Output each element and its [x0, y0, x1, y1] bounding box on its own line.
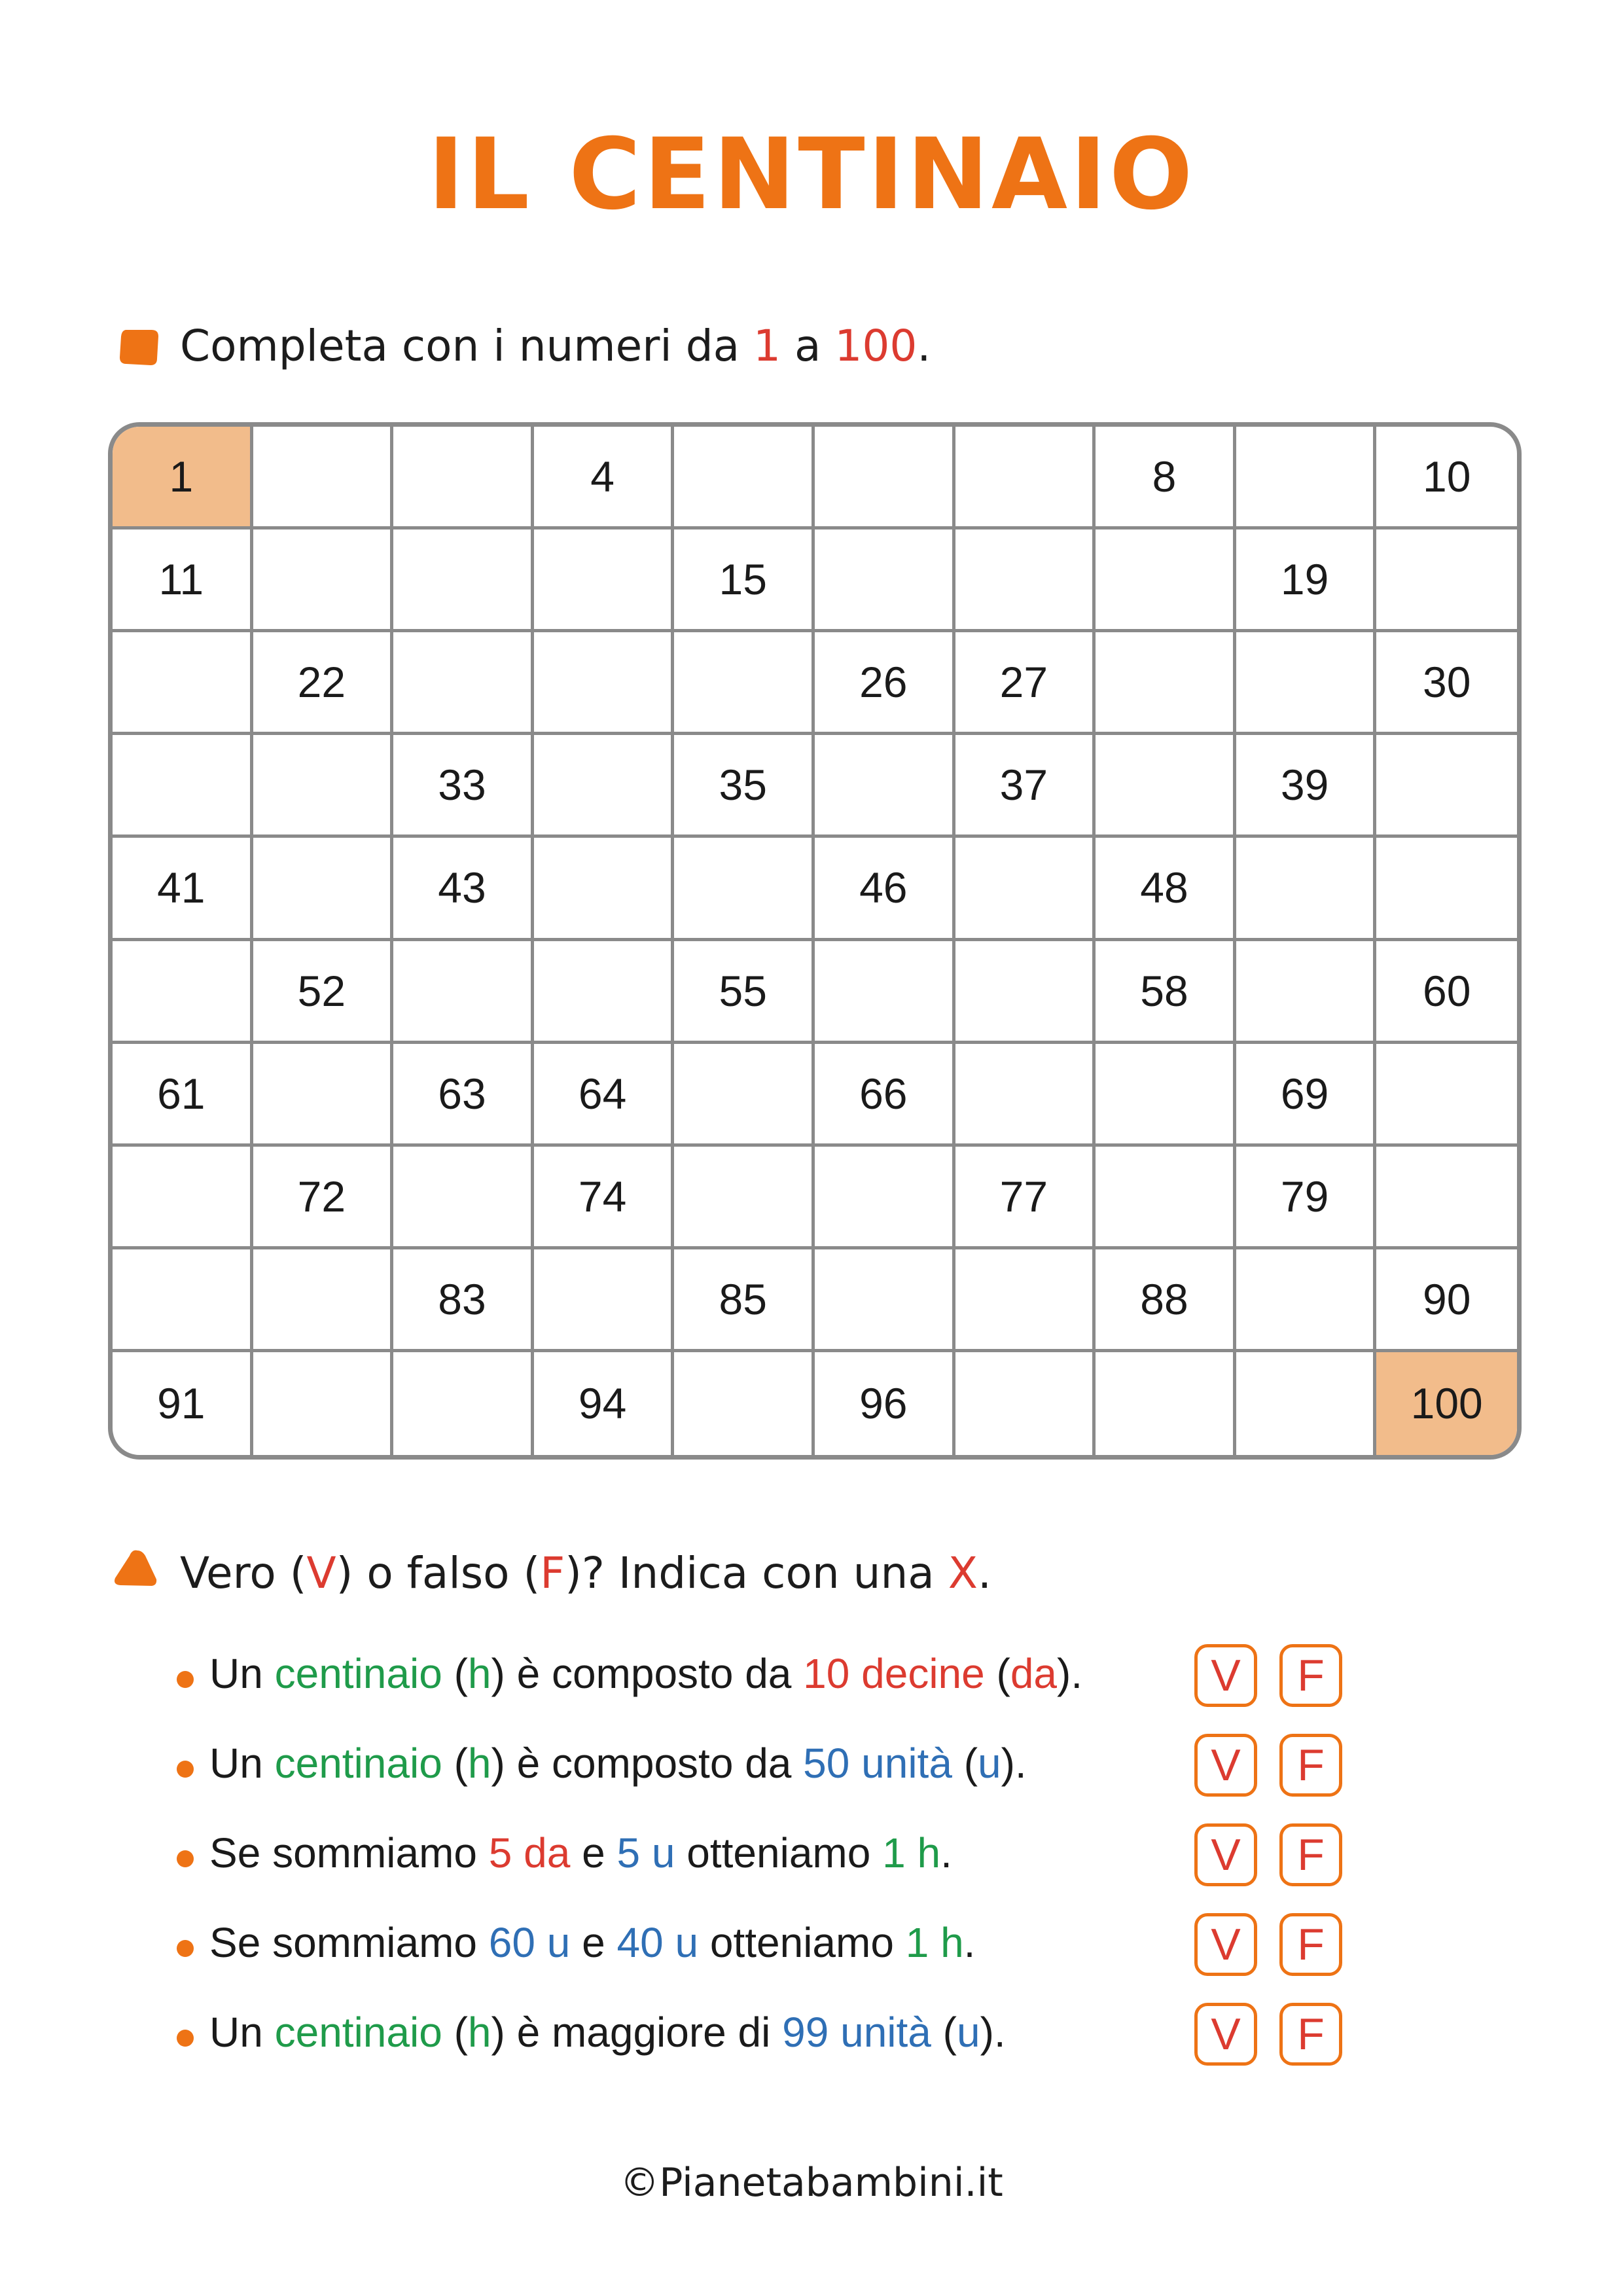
statement-fragment: (: [442, 1740, 468, 1787]
grid-cell-number: 72: [253, 1147, 394, 1249]
grid-cell-number: 33: [393, 735, 534, 838]
grid-cell-empty[interactable]: [534, 529, 675, 632]
grid-cell-empty[interactable]: [955, 838, 1096, 941]
grid-cell-empty[interactable]: [815, 1147, 955, 1249]
grid-cell-number: 91: [113, 1352, 253, 1455]
statement-fragment: centinaio: [274, 2009, 442, 2056]
grid-cell-empty[interactable]: [534, 941, 675, 1044]
grid-cell-number: 26: [815, 632, 955, 735]
grid-cell-empty[interactable]: [1236, 427, 1377, 529]
grid-cell-empty[interactable]: [1236, 838, 1377, 941]
statement-fragment: Un: [209, 2009, 275, 2056]
statement-row: [177, 1829, 1486, 1918]
grid-cell-empty[interactable]: [1376, 529, 1517, 632]
statement-fragment: ).: [1057, 1650, 1083, 1697]
grid-cell-empty[interactable]: [1376, 1044, 1517, 1147]
statement-text: [209, 2008, 1006, 2056]
statement-fragment: ).: [1001, 1740, 1027, 1787]
grid-cell-empty[interactable]: [253, 838, 394, 941]
statement-row: [177, 1649, 1486, 1739]
statement-fragment: Un: [209, 1650, 275, 1697]
copyright-footer: ©Pianetabambini.it: [620, 2160, 1003, 2206]
grid-cell-empty[interactable]: [253, 735, 394, 838]
grid-cell-empty[interactable]: [253, 529, 394, 632]
true-checkbox[interactable]: V: [1194, 1823, 1257, 1886]
grid-cell-empty[interactable]: [113, 632, 253, 735]
exercise-1-instruction: Completa con i numeri da 1 a 100.: [180, 321, 931, 371]
grid-cell-empty[interactable]: [253, 1044, 394, 1147]
grid-cell-number: 39: [1236, 735, 1377, 838]
grid-cell-empty[interactable]: [1236, 632, 1377, 735]
grid-cell-number: 96: [815, 1352, 955, 1455]
grid-cell-empty[interactable]: [955, 427, 1096, 529]
grid-cell-empty[interactable]: [393, 632, 534, 735]
grid-cell-empty[interactable]: [1376, 838, 1517, 941]
grid-cell-empty[interactable]: [113, 1249, 253, 1352]
statement-fragment: u: [956, 2009, 980, 2056]
grid-cell-empty[interactable]: [113, 735, 253, 838]
grid-cell-empty[interactable]: [815, 427, 955, 529]
statement-fragment: otteniamo: [698, 1919, 906, 1966]
statement-fragment: h: [467, 1740, 491, 1787]
grid-cell-empty[interactable]: [113, 1147, 253, 1249]
grid-cell-number: 37: [955, 735, 1096, 838]
grid-cell-number: 27: [955, 632, 1096, 735]
statement-fragment: h: [467, 2009, 491, 2056]
grid-cell-empty[interactable]: [253, 427, 394, 529]
grid-cell-empty[interactable]: [815, 941, 955, 1044]
true-false-statements: [177, 1649, 1486, 2098]
grid-cell-empty[interactable]: [955, 1352, 1096, 1455]
statement-fragment: da: [1010, 1650, 1057, 1697]
statement-fragment: ) è composto da: [491, 1650, 804, 1697]
grid-cell-empty[interactable]: [253, 1352, 394, 1455]
grid-cell-number: 52: [253, 941, 394, 1044]
grid-cell-number: 46: [815, 838, 955, 941]
grid-cell-empty[interactable]: [393, 1147, 534, 1249]
false-checkbox[interactable]: F: [1279, 1644, 1342, 1707]
grid-cell-empty[interactable]: [534, 838, 675, 941]
grid-cell-number: 90: [1376, 1249, 1517, 1352]
grid-cell-empty[interactable]: [674, 632, 815, 735]
grid-cell-number: 100: [1376, 1352, 1517, 1455]
grid-cell-empty[interactable]: [955, 941, 1096, 1044]
false-checkbox[interactable]: F: [1279, 2003, 1342, 2066]
statement-fragment: ).: [980, 2009, 1006, 2056]
grid-cell-empty[interactable]: [1096, 1044, 1236, 1147]
grid-cell-empty[interactable]: [674, 1044, 815, 1147]
grid-cell-empty[interactable]: [1236, 1249, 1377, 1352]
grid-cell-empty[interactable]: [815, 735, 955, 838]
grid-cell-number: 94: [534, 1352, 675, 1455]
statement-fragment: Un: [209, 1740, 275, 1787]
bullet-dot-icon: [177, 2030, 194, 2047]
grid-cell-number: 4: [534, 427, 675, 529]
grid-cell-number: 66: [815, 1044, 955, 1147]
grid-cell-empty[interactable]: [815, 1249, 955, 1352]
grid-cell-empty[interactable]: [534, 632, 675, 735]
statement-fragment: 10 decine: [803, 1650, 985, 1697]
grid-cell-empty[interactable]: [1376, 1147, 1517, 1249]
statement-fragment: (: [952, 1740, 978, 1787]
grid-cell-number: 10: [1376, 427, 1517, 529]
statement-fragment: .: [963, 1919, 976, 1966]
exercise-2-instruction: Vero (V) o falso (F)? Indica con una X.: [180, 1548, 991, 1598]
page-title: IL CENTINAIO: [427, 118, 1196, 232]
statement-fragment: h: [467, 1650, 491, 1697]
grid-cell-number: 69: [1236, 1044, 1377, 1147]
orange-triangle-blob-icon: [111, 1548, 158, 1588]
grid-cell-empty[interactable]: [955, 1044, 1096, 1147]
true-checkbox[interactable]: V: [1194, 1644, 1257, 1707]
grid-cell-number: 63: [393, 1044, 534, 1147]
grid-cell-empty[interactable]: [815, 529, 955, 632]
false-checkbox[interactable]: F: [1279, 1734, 1342, 1797]
statement-fragment: (: [442, 1650, 468, 1697]
statement-fragment: centinaio: [274, 1650, 442, 1697]
grid-cell-number: 15: [674, 529, 815, 632]
grid-cell-empty[interactable]: [534, 1249, 675, 1352]
grid-cell-empty[interactable]: [674, 1147, 815, 1249]
statement-text: [209, 1829, 952, 1877]
grid-cell-empty[interactable]: [393, 941, 534, 1044]
grid-cell-empty[interactable]: [1376, 735, 1517, 838]
grid-cell-empty[interactable]: [1096, 1147, 1236, 1249]
bullet-dot-icon: [177, 1940, 194, 1957]
grid-cell-empty[interactable]: [1096, 529, 1236, 632]
statement-text: [209, 1739, 1027, 1787]
grid-cell-number: 19: [1236, 529, 1377, 632]
statement-fragment: ) è maggiore di: [491, 2009, 783, 2056]
statement-text: [209, 1918, 975, 1967]
statement-row: [177, 1918, 1486, 2008]
grid-cell-empty[interactable]: [674, 838, 815, 941]
statement-fragment: 5 da: [488, 1829, 571, 1876]
grid-cell-empty[interactable]: [1236, 941, 1377, 1044]
statement-fragment: Se sommiamo: [209, 1919, 489, 1966]
grid-cell-number: 41: [113, 838, 253, 941]
statement-fragment: 1 h: [882, 1829, 941, 1876]
statement-fragment: (: [442, 2009, 468, 2056]
bullet-dot-icon: [177, 1671, 194, 1688]
grid-cell-number: 74: [534, 1147, 675, 1249]
hundred-grid: [108, 422, 1522, 1460]
statement-fragment: u: [978, 1740, 1001, 1787]
grid-cell-empty[interactable]: [253, 1249, 394, 1352]
statement-text: [209, 1649, 1082, 1698]
orange-square-blob-icon: [118, 327, 160, 367]
grid-cell-number: 85: [674, 1249, 815, 1352]
grid-cell-number: 58: [1096, 941, 1236, 1044]
statement-fragment: 60 u: [488, 1919, 571, 1966]
grid-cell-number: 48: [1096, 838, 1236, 941]
grid-cell-number: 64: [534, 1044, 675, 1147]
grid-cell-empty[interactable]: [674, 427, 815, 529]
true-checkbox[interactable]: V: [1194, 1913, 1257, 1976]
statement-fragment: ) è composto da: [491, 1740, 804, 1787]
bullet-dot-icon: [177, 1761, 194, 1778]
grid-cell-number: 22: [253, 632, 394, 735]
grid-cell-number: 43: [393, 838, 534, 941]
grid-cell-empty[interactable]: [1096, 632, 1236, 735]
statement-fragment: 5 u: [616, 1829, 675, 1876]
statement-row: [177, 1739, 1486, 1829]
false-checkbox[interactable]: F: [1279, 1823, 1342, 1886]
grid-cell-number: 30: [1376, 632, 1517, 735]
grid-cell-number: 77: [955, 1147, 1096, 1249]
statement-row: [177, 2008, 1486, 2098]
grid-cell-number: 88: [1096, 1249, 1236, 1352]
grid-cell-empty[interactable]: [1236, 1352, 1377, 1455]
grid-cell-empty[interactable]: [534, 735, 675, 838]
statement-fragment: 40 u: [616, 1919, 699, 1966]
grid-cell-number: 83: [393, 1249, 534, 1352]
statement-fragment: 99 unità: [782, 2009, 931, 2056]
grid-cell-empty[interactable]: [393, 1352, 534, 1455]
grid-cell-number: 8: [1096, 427, 1236, 529]
statement-fragment: centinaio: [274, 1740, 442, 1787]
grid-cell-empty[interactable]: [955, 529, 1096, 632]
grid-cell-number: 35: [674, 735, 815, 838]
grid-cell-empty[interactable]: [1096, 1352, 1236, 1455]
statement-fragment: .: [940, 1829, 952, 1876]
statement-fragment: Se sommiamo: [209, 1829, 489, 1876]
grid-cell-number: 11: [113, 529, 253, 632]
grid-cell-number: 60: [1376, 941, 1517, 1044]
false-checkbox[interactable]: F: [1279, 1913, 1342, 1976]
bullet-dot-icon: [177, 1850, 194, 1867]
statement-fragment: (: [984, 1650, 1010, 1697]
grid-cell-number: 61: [113, 1044, 253, 1147]
grid-cell-empty[interactable]: [674, 1352, 815, 1455]
grid-cell-number: 1: [113, 427, 253, 529]
grid-cell-empty[interactable]: [1096, 735, 1236, 838]
grid-cell-empty[interactable]: [393, 529, 534, 632]
grid-cell-empty[interactable]: [955, 1249, 1096, 1352]
true-checkbox[interactable]: V: [1194, 2003, 1257, 2066]
statement-fragment: otteniamo: [675, 1829, 883, 1876]
statement-fragment: (: [931, 2009, 957, 2056]
statement-fragment: 50 unità: [803, 1740, 952, 1787]
grid-cell-empty[interactable]: [393, 427, 534, 529]
grid-cell-number: 79: [1236, 1147, 1377, 1249]
statement-fragment: e: [570, 1829, 617, 1876]
grid-cell-empty[interactable]: [113, 941, 253, 1044]
grid-cell-number: 55: [674, 941, 815, 1044]
statement-fragment: e: [570, 1919, 617, 1966]
statement-fragment: 1 h: [905, 1919, 964, 1966]
true-checkbox[interactable]: V: [1194, 1734, 1257, 1797]
